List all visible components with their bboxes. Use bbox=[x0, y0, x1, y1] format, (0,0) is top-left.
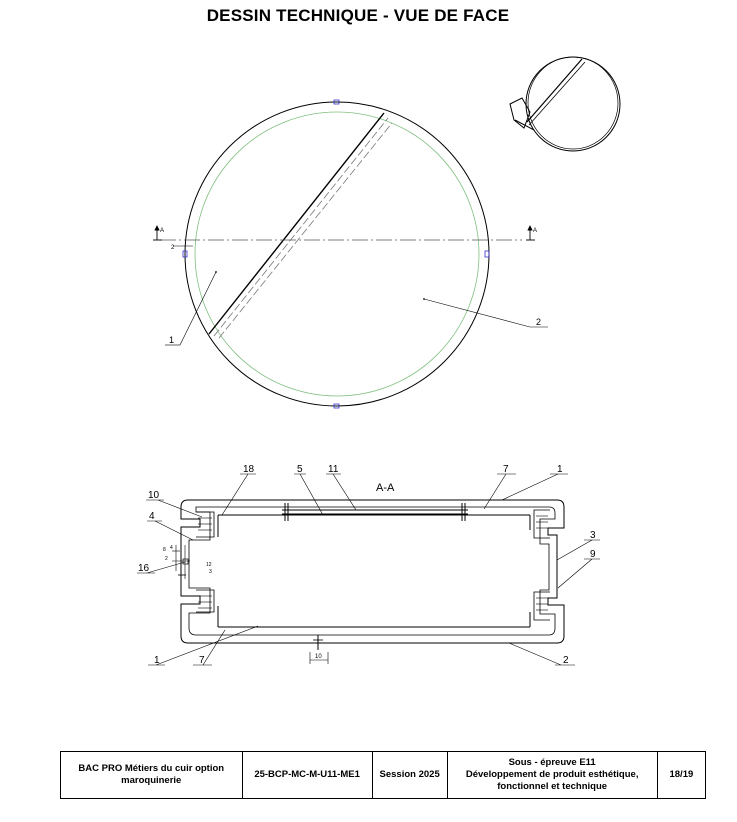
callout-7-bottom: 7 bbox=[199, 655, 205, 666]
code-text: 25-BCP-MC-M-U11-ME1 bbox=[254, 769, 360, 780]
callout-3: 3 bbox=[590, 530, 596, 541]
section-title: A-A bbox=[376, 482, 395, 494]
callout-10: 10 bbox=[148, 490, 160, 501]
inner-contour bbox=[189, 507, 555, 635]
title-block bbox=[60, 751, 706, 799]
section-view bbox=[137, 464, 600, 666]
page-number: 18/19 bbox=[669, 769, 694, 780]
callout-2-bottom: 2 bbox=[563, 655, 569, 666]
callout-11: 11 bbox=[328, 464, 339, 475]
stitch-line-circle bbox=[195, 112, 479, 396]
dimension-small-d: 12 bbox=[206, 562, 212, 568]
page-title: DESSIN TECHNIQUE - VUE DE FACE bbox=[206, 6, 510, 25]
callout-4: 4 bbox=[149, 511, 155, 522]
perspective-sketch bbox=[510, 57, 620, 151]
gap-dimension: 2 bbox=[171, 245, 175, 251]
page-cell bbox=[657, 752, 705, 799]
section-marker-left: A bbox=[160, 228, 165, 234]
callout-1-front: 1 bbox=[169, 335, 175, 345]
dimension-small-c: 2 bbox=[165, 556, 168, 562]
exam-line-2: Développement de produit esthétique, bbox=[465, 769, 639, 780]
callout-1-top: 1 bbox=[557, 464, 563, 475]
exam-cell bbox=[447, 752, 657, 799]
callout-9: 9 bbox=[590, 549, 596, 560]
dimension-small-a: 8 bbox=[163, 547, 166, 553]
zipper-hidden-line-b bbox=[219, 123, 392, 338]
session-cell bbox=[372, 752, 447, 799]
session-text: Session 2025 bbox=[379, 769, 440, 780]
callout-2-front: 2 bbox=[536, 317, 542, 327]
exam-line-1: Sous - épreuve E11 bbox=[508, 757, 596, 768]
dimension-small-e: 3 bbox=[209, 569, 212, 575]
zipper-line bbox=[209, 113, 384, 334]
notch-right bbox=[485, 251, 489, 257]
exam-line-3: fonctionnel et technique bbox=[497, 781, 608, 792]
section-marker-right: A bbox=[533, 228, 538, 234]
callout-18: 18 bbox=[243, 464, 255, 475]
outer-contour bbox=[181, 500, 564, 643]
dimension-bottom: 10 bbox=[315, 654, 322, 660]
front-view bbox=[153, 100, 548, 408]
dimension-small-b: 4 bbox=[170, 545, 173, 551]
program-text: BAC PRO Métiers du cuir option maroquinerie bbox=[78, 763, 225, 786]
outer-circle bbox=[185, 102, 489, 406]
callout-7-top: 7 bbox=[503, 464, 509, 475]
callout-16: 16 bbox=[138, 563, 150, 574]
code-cell bbox=[242, 752, 372, 799]
callout-5: 5 bbox=[297, 464, 303, 475]
callout-1-bottom: 1 bbox=[154, 655, 160, 666]
program-cell bbox=[61, 752, 243, 799]
